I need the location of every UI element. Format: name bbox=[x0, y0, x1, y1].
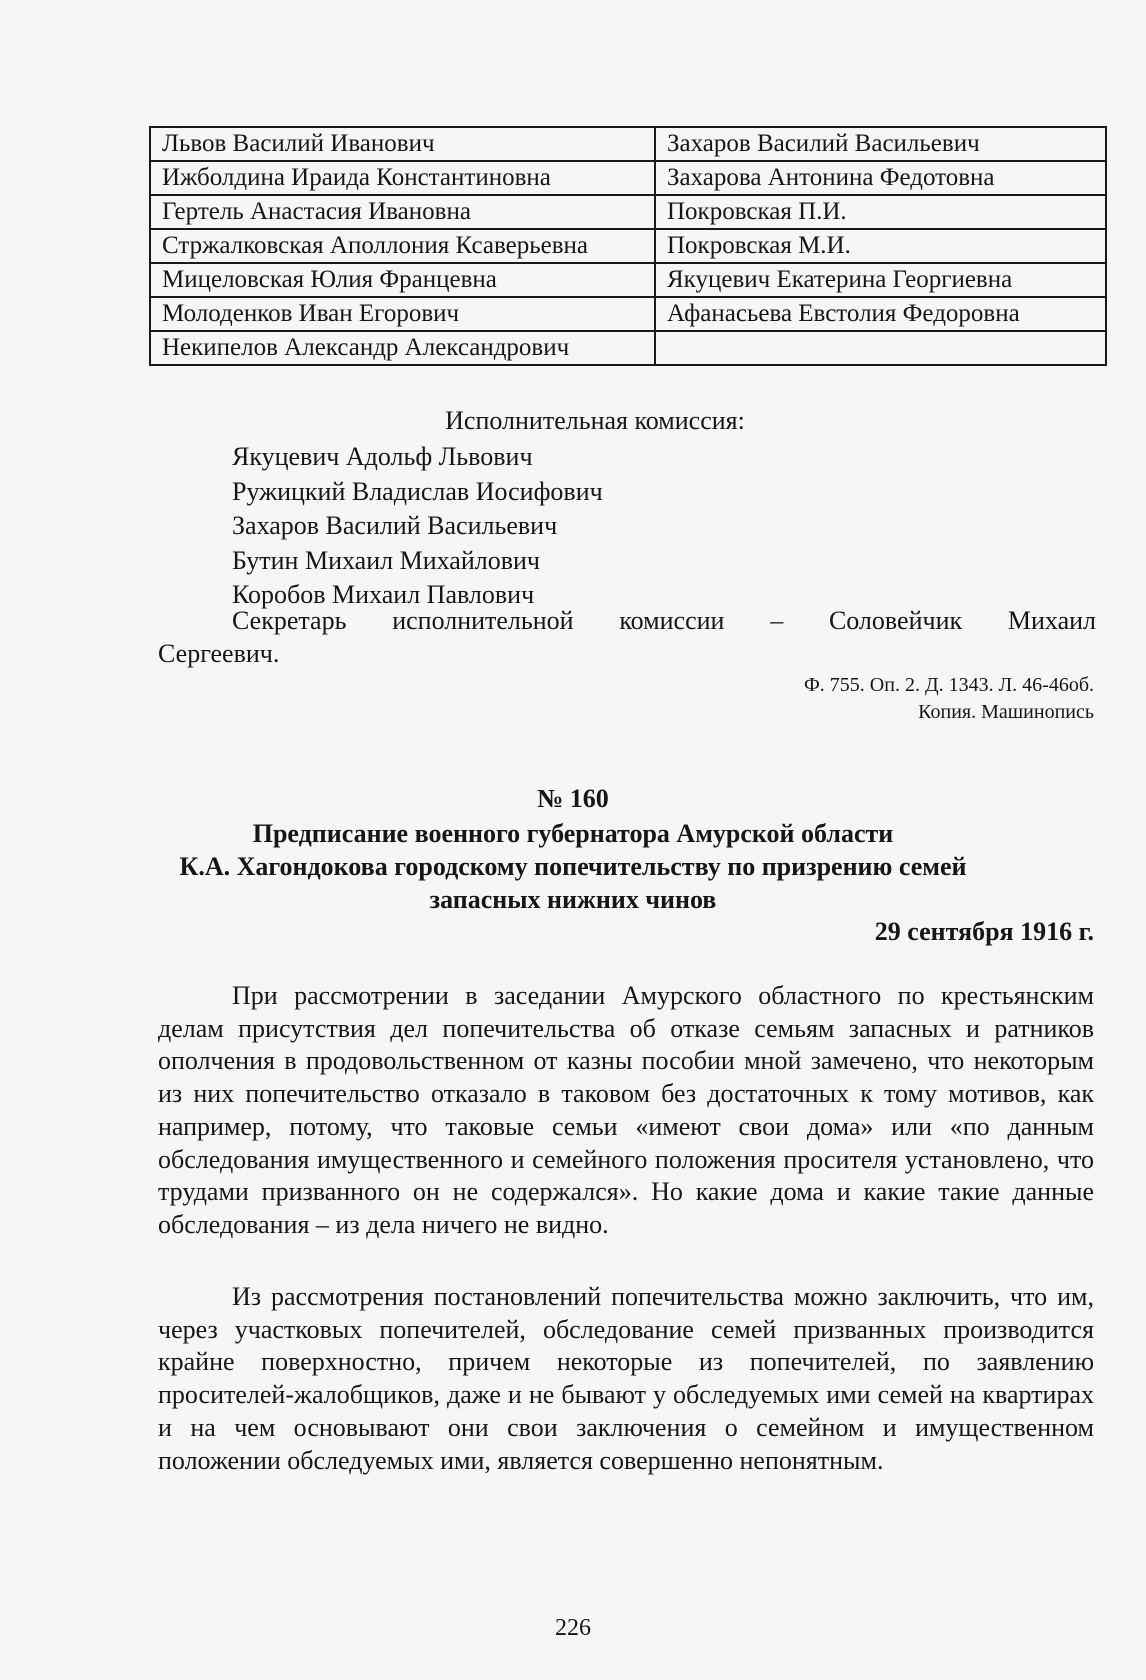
table-row bbox=[150, 229, 1106, 263]
commission-member: Бутин Михаил Михайлович bbox=[232, 545, 540, 575]
secretary-word: исполнительной bbox=[392, 606, 574, 635]
table-cell: Молоденков Иван Егорович bbox=[150, 297, 655, 331]
commission-member: Якуцевич Адольф Львович bbox=[232, 442, 533, 471]
table-row bbox=[150, 195, 1106, 229]
commission-member: Коробов Михаил Павлович bbox=[232, 580, 535, 609]
commission-members bbox=[232, 440, 603, 613]
commission-title: Исполнительная комиссия: bbox=[445, 406, 745, 435]
page-number: 226 bbox=[555, 1615, 591, 1641]
table-row bbox=[150, 263, 1106, 297]
table-cell bbox=[655, 331, 1106, 365]
document-title-line: запасных нижних чинов bbox=[429, 885, 717, 914]
table-cell: Покровская П.И. bbox=[655, 195, 1106, 229]
table-cell: Львов Василий Иванович bbox=[150, 127, 655, 161]
secretary-word: Секретарь bbox=[232, 606, 347, 635]
table-cell: Стржалковская Аполлония Ксаверьевна bbox=[150, 229, 655, 263]
commission-member: Ружицкий Владислав Иосифович bbox=[232, 476, 603, 506]
document-title-line: К.А. Хагондокова городскому попечительству по призрению семей bbox=[179, 852, 967, 881]
secretary-word: комиссии bbox=[619, 606, 725, 635]
table-row bbox=[150, 161, 1106, 195]
table-cell: Гертель Анастасия Ивановна bbox=[150, 195, 655, 229]
secretary-name-end: Сергеевич. bbox=[158, 639, 280, 668]
table-cell: Некипелов Александр Александрович bbox=[150, 331, 655, 365]
archival-source bbox=[804, 672, 1094, 726]
table-row bbox=[150, 127, 1106, 161]
table-cell: Покровская М.И. bbox=[655, 229, 1106, 263]
table-cell: Ижболдина Ираида Константиновна bbox=[150, 161, 655, 195]
document-title-line: Предписание военного губернатора Амурской области bbox=[252, 819, 894, 848]
table-row bbox=[150, 297, 1106, 331]
source-note: Копия. Машинопись bbox=[918, 701, 1094, 723]
table-cell: Афанасьева Евстолия Федоровна bbox=[655, 297, 1106, 331]
document-date: 29 сентября 1916 г. bbox=[874, 917, 1094, 946]
table-cell: Мицеловская Юлия Францевна bbox=[150, 263, 655, 297]
commission-member: Захаров Василий Васильевич bbox=[232, 511, 558, 540]
secretary-word: Михаил bbox=[1007, 606, 1096, 635]
table-row bbox=[150, 331, 1106, 365]
body-paragraph: Из рассмотрения постановлений попечительства можно заключить, что им, через участковых попечителей, обследование семей призванных производится крайне поверхностно, причем некоторые из попечителей, по заявлению просителей-жалобщиков, даже и не бывают у обследуемых ими семей на квартирах и на чем основывают они свои заключения о семейном и имущественном положении обследуемых ими, является совершенно непонятным. bbox=[158, 1282, 1094, 1475]
body-paragraph: При рассмотрении в заседании Амурского областного по крестьянским делам присутствия дел попечительства об отказе семьям запасных и ратников ополчения в продовольственном от казны пособии мной замечено, что некоторым из них попечительство отказало в таковом без достаточных к тому мотивов, как например, потому, что таковые семьи «имеют свои дома» или «по данным обследования имущественного и семейного положения просителя установлено, что трудами призванного он не содержался». Но какие дома и какие такие данные обследования – из дела ничего не видно. bbox=[158, 981, 1094, 1239]
secretary-word: Соловейчик bbox=[828, 606, 963, 635]
table-cell: Захарова Антонина Федотовна bbox=[655, 161, 1106, 195]
names-table bbox=[149, 126, 1107, 366]
secretary-line bbox=[158, 604, 1096, 670]
document-number: № 160 bbox=[537, 784, 609, 813]
document-title bbox=[0, 817, 1146, 916]
source-reference: Ф. 755. Оп. 2. Д. 1343. Л. 46-46об. bbox=[804, 674, 1094, 696]
table-cell: Якуцевич Екатерина Георгиевна bbox=[655, 263, 1106, 297]
secretary-word: – bbox=[770, 606, 784, 635]
table-cell: Захаров Василий Васильевич bbox=[655, 127, 1106, 161]
